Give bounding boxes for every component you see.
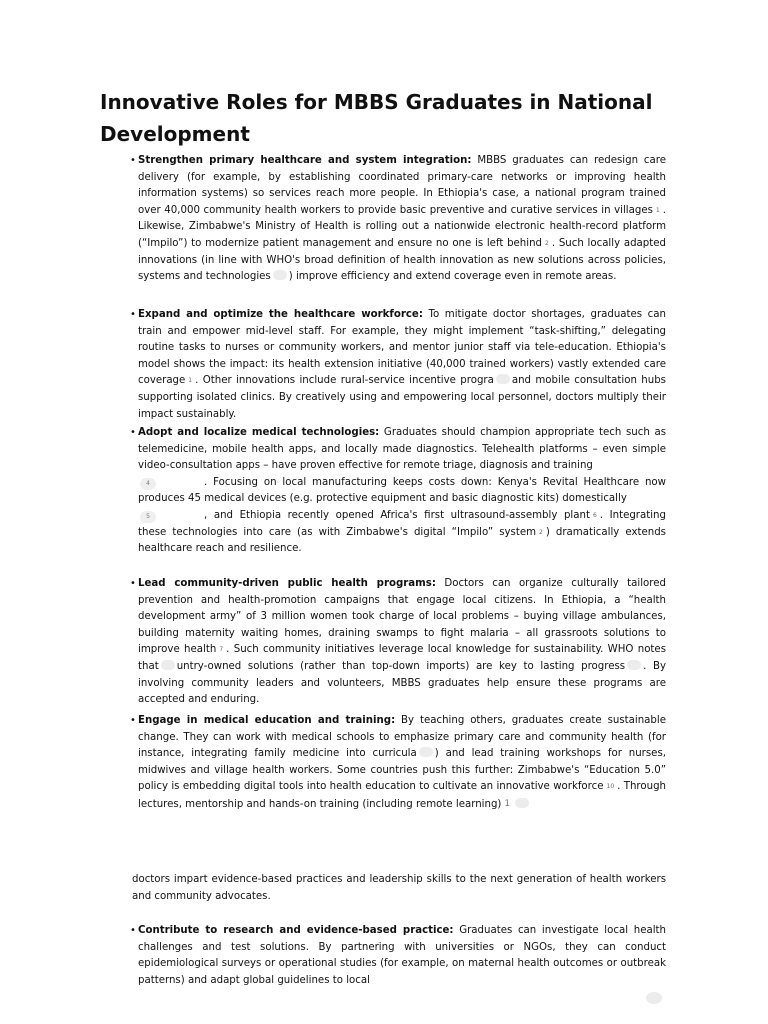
bullet-text: . Focusing on local manufacturing keeps costs down: Kenya's Revital Healthcare now produces 45 medical devices (e.g. protective equipment and basic diagnostic kits) domestically xyxy=(138,476,666,505)
bullet-marker: • xyxy=(130,925,136,936)
bullet-text: . Such community initiatives leverage local knowledge for sustainability. WHO notes that xyxy=(138,644,667,672)
bullet-medical-education xyxy=(130,713,666,814)
bullet-text: ) improve efficiency and extend coverage even in remote areas. xyxy=(288,271,617,283)
citation-placeholder xyxy=(496,374,510,384)
citation-placeholder xyxy=(419,747,433,757)
citation-badge: 4 xyxy=(140,478,156,490)
bullet-body xyxy=(138,153,666,286)
citation-marker: 1 xyxy=(188,377,193,385)
bullet-heading: Contribute to research and evidence-based practice: xyxy=(138,925,454,936)
document-title: Innovative Roles for MBBS Graduates in National Development xyxy=(100,90,653,146)
bullet-text: ) dramatically extends healthcare reach and resilience. xyxy=(138,526,666,555)
bullet-text: To mitigate doctor shortages, graduates can train and empower mid-level staff. For example, they might implement “task-shifting,” delegating routine tasks to nurses or community workers, and mentor junior staff via tele-education. Ethiopia's model shows the impact: its health extension initiative (40,000 trained workers) vastly extended care coverage xyxy=(138,309,666,387)
bullet-text: . Such locally adapted innovations (in line with WHO's broad definition of health innovation as new solutions across policies, systems and technologies xyxy=(138,237,666,283)
bullet-text: Graduates should champion appropriate tech such as telemedicine, mobile health apps, and locally made diagnostics. Telehealth platforms – even simple video-consultation apps – have proven effective for remote triage, diagnosis and training xyxy=(138,427,666,472)
bullet-text: . Through lectures, mentorship and hands-on training (including remote learning) xyxy=(138,781,666,810)
citation-marker: 1 xyxy=(655,206,660,214)
bullet-text: untry-owned solutions (rather than top-down imports) are key to lasting progress xyxy=(176,660,626,672)
bullet-heading: Lead community-driven public health programs: xyxy=(138,578,436,589)
bullet-heading: Expand and optimize the healthcare workforce: xyxy=(138,309,423,320)
bullet-marker: • xyxy=(130,715,136,726)
bullet-marker: • xyxy=(130,578,136,589)
bullet-text: By teaching others, graduates create sustainable change. They can work with medical schools to emphasize primary care and community health (for instance, integrating family medicine into curricula xyxy=(138,715,666,760)
bullet-body xyxy=(138,307,666,423)
bullet-body xyxy=(138,923,666,989)
bullet-community-programs xyxy=(130,576,666,709)
bullet-marker: • xyxy=(130,155,136,166)
citation-placeholder xyxy=(627,660,641,670)
bullet-technologies xyxy=(130,425,666,558)
artifact-dot xyxy=(646,992,662,1004)
citation-placeholder xyxy=(515,798,529,808)
bullet-text: ) and lead training workshops for nurses, midwives and village health workers. Some countries push this further: Zimbabwe's “Education 5.0” policy is embedding digital tools into health education to cultivate an innovative workforce xyxy=(138,748,666,793)
bullet-text: and mobile consultation hubs supporting isolated clinics. By creatively using and empowering local personnel, doctors multiply their impact sustainably. xyxy=(138,375,666,420)
bullet-marker: • xyxy=(130,309,136,320)
bullet-primary-healthcare xyxy=(130,153,666,286)
bullet-text: MBBS graduates can redesign care delivery (for example, by establishing coordinated primary-care networks or improving health information systems) so services reach more people. In Ethiopia's case, a national program trained over 40,000 community health workers to provide basic preventive and curative services in villages xyxy=(138,155,667,216)
bullet-body xyxy=(138,713,666,814)
bullet-heading: Strengthen primary healthcare and system integration: xyxy=(138,155,472,166)
bullet-marker: • xyxy=(130,427,136,438)
bullet-workforce xyxy=(130,307,666,423)
bullet-text: , and Ethiopia recently opened Africa's first ultrasound-assembly plant xyxy=(204,509,590,521)
bullet-text: . Integrating these technologies into care (as with Zimbabwe's digital “Impilo” system xyxy=(138,509,666,538)
citation-placeholder xyxy=(161,660,175,670)
bullet-text: . Likewise, Zimbabwe's Ministry of Health is rolling out a nationwide electronic health-record platform (“Impilo”) to modernize patient management and ensure no one is left behind xyxy=(138,204,666,249)
bullet-heading: Engage in medical education and training: xyxy=(138,715,396,726)
continuation-paragraph: doctors impart evidence-based practices and leadership skills to the next generation of health workers and community advocates. xyxy=(132,874,666,902)
bullet-text: . Other innovations include rural-service incentive progra xyxy=(195,375,494,387)
citation-marker: 2 xyxy=(539,528,543,536)
bullet-text: Doctors can organize culturally tailored prevention and health-promotion campaigns that engage local citizens. In Ethiopia, a “health development army” of 3 million women took charge of local problems – buying village ambulances, building maternity waiting homes, draining swamps to fight malaria – all grassroots solutions to improve health xyxy=(138,578,666,656)
citation-marker: 6 xyxy=(592,511,597,519)
citation-marker: 10 xyxy=(606,783,615,791)
citation-placeholder xyxy=(273,270,287,280)
bullet-research xyxy=(130,923,666,989)
citation-marker: 2 xyxy=(545,239,549,247)
citation-badge: 5 xyxy=(140,511,156,523)
bullet-heading: Adopt and localize medical technologies: xyxy=(138,427,380,438)
citation-marker: 7 xyxy=(219,646,224,654)
bullet-text: Graduates can investigate local health challenges and test solutions. By partnering with universities or NGOs, they can conduct epidemiological surveys or operational studies (for example, on maternal health outcomes or outbreak patterns) and adapt global guidelines to local xyxy=(138,925,666,986)
bullet-text: . By involving community leaders and volunteers, MBBS graduates help ensure these programs are accepted and enduring. xyxy=(138,660,666,706)
citation-marker: 1 xyxy=(504,798,511,809)
bullet-body xyxy=(138,425,666,558)
bullet-body xyxy=(138,576,666,709)
